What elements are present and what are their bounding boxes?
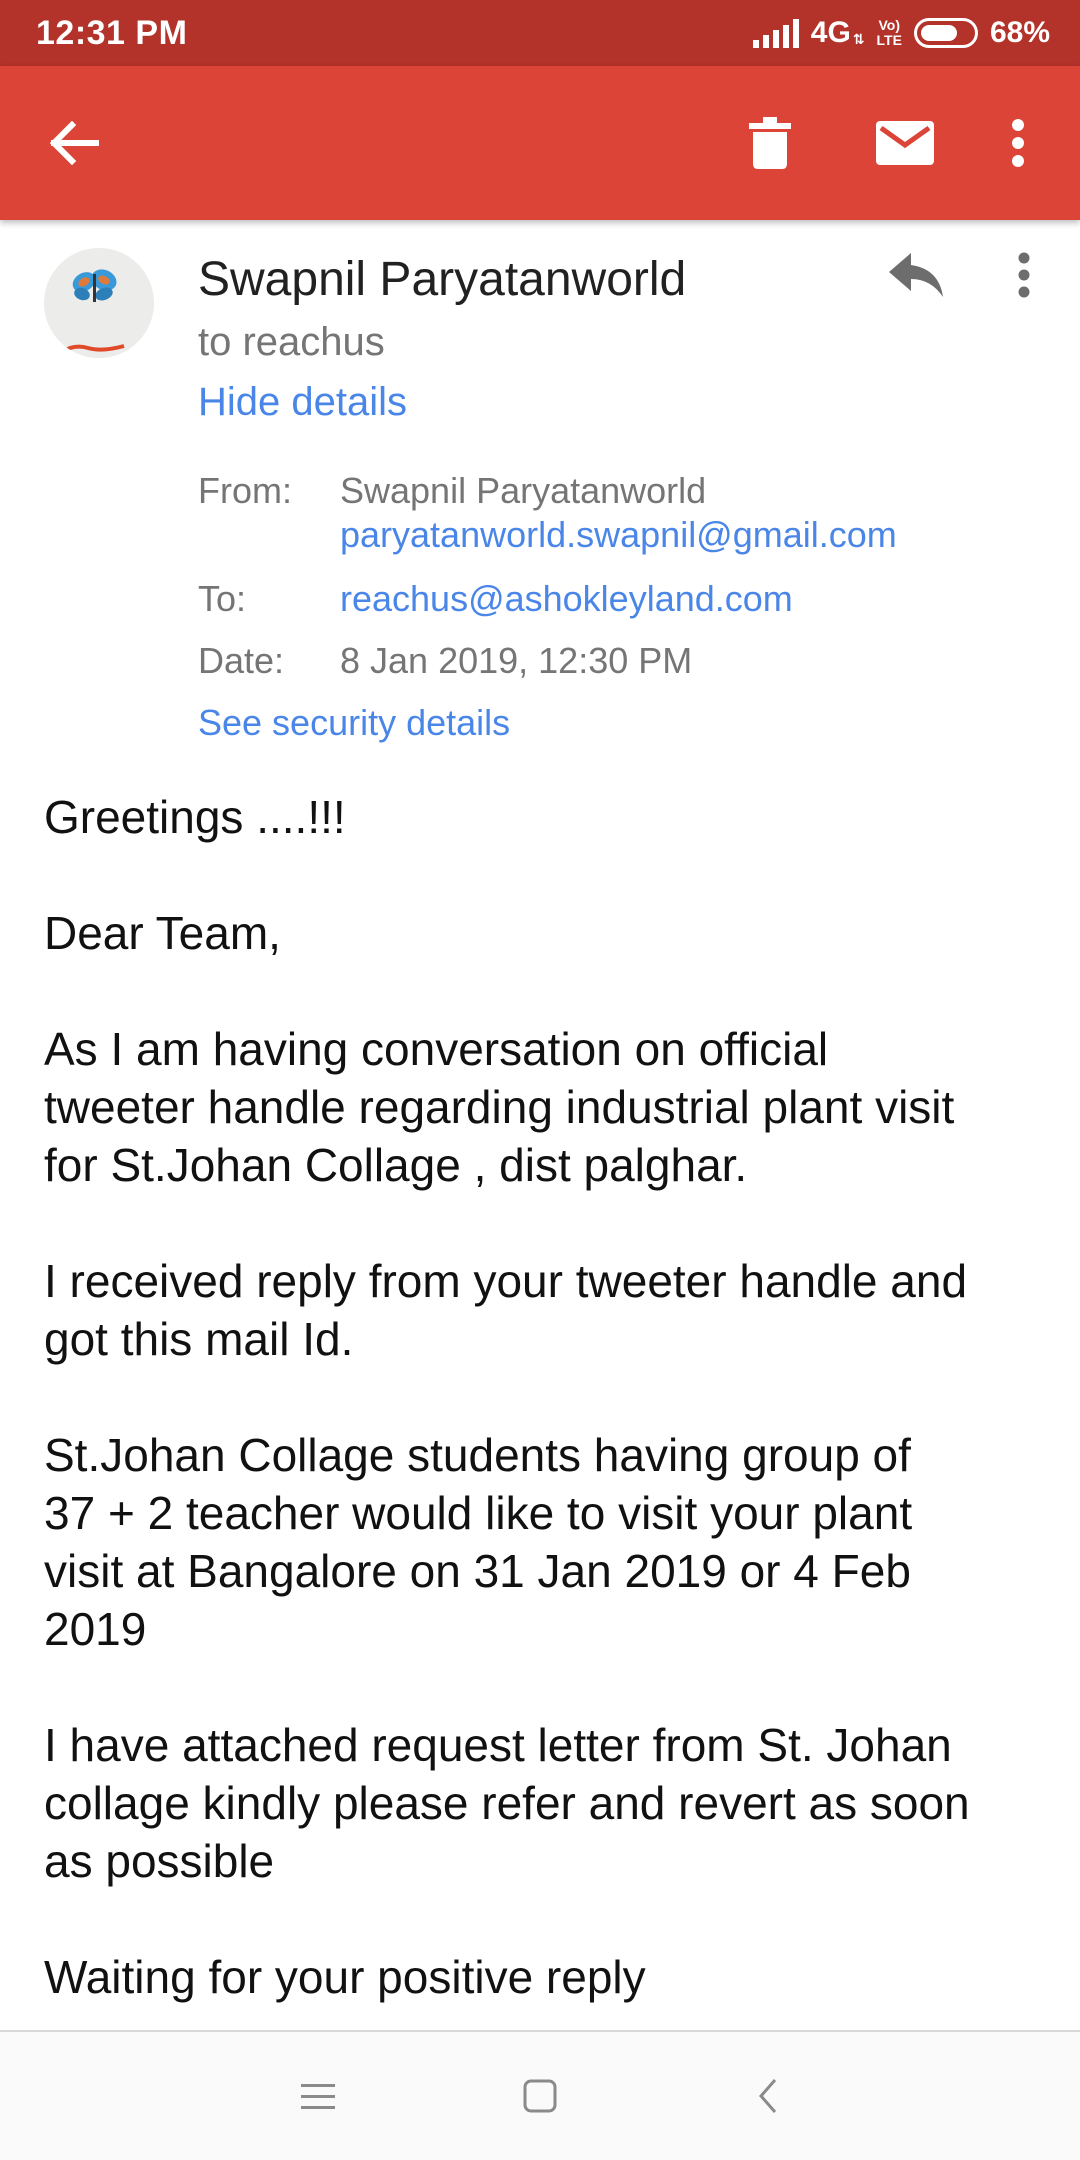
hide-details-link[interactable]: Hide details xyxy=(198,380,408,424)
sender-avatar[interactable] xyxy=(44,248,154,358)
email-body xyxy=(44,788,1054,2064)
security-details-link[interactable]: See security details xyxy=(198,702,511,743)
from-email-link[interactable]: paryatanworld.swapnil@gmail.com xyxy=(340,514,897,555)
chevron-left-icon xyxy=(757,2078,779,2114)
to-label: To: xyxy=(198,578,247,619)
more-vertical-icon xyxy=(1011,119,1025,167)
volte-top-text: Vo) xyxy=(878,17,900,33)
system-nav-bar xyxy=(0,2032,1080,2160)
from-name: Swapnil Paryatanworld xyxy=(340,470,707,511)
data-activity-icon: ⇅ xyxy=(852,31,865,47)
more-vertical-icon xyxy=(1018,252,1030,298)
nav-back-button[interactable] xyxy=(728,2056,808,2136)
butterfly-logo-icon xyxy=(44,248,154,358)
body-paragraph: As I am having conversation on official tweeter handle regarding industrial plant visit for St.Johan Collage , dist palghar. xyxy=(44,1023,955,1191)
body-paragraph: I received reply from your tweeter handle and got this mail Id. xyxy=(44,1255,968,1365)
app-bar xyxy=(0,66,1080,220)
mark-unread-button[interactable] xyxy=(860,66,950,220)
message-overflow-button[interactable] xyxy=(996,240,1052,310)
status-bar xyxy=(0,0,1080,66)
trash-icon xyxy=(749,117,791,169)
signal-icon xyxy=(753,18,799,48)
from-label: From: xyxy=(198,470,292,511)
reply-button[interactable] xyxy=(876,240,956,310)
status-indicators xyxy=(753,12,1050,54)
nav-recents-button[interactable] xyxy=(278,2056,358,2136)
body-paragraph: St.Johan Collage students having group of 37 + 2 teacher would like to visit your plant visit at Bangalore on 31 Jan 2019 or 4 Feb 2019 xyxy=(44,1429,913,1655)
recipient-summary: to reachus xyxy=(198,320,385,364)
body-paragraph: I have attached request letter from St. Johan collage kindly please refer and revert as soon as possible xyxy=(44,1719,970,1887)
volte-bottom-text: LTE xyxy=(876,32,902,48)
body-paragraph: Dear Team, xyxy=(44,907,281,959)
back-button[interactable] xyxy=(30,66,120,220)
battery-level: 68% xyxy=(989,16,1050,49)
body-paragraph: Waiting for your positive reply xyxy=(44,1951,646,2003)
sender-name: Swapnil Paryatanworld xyxy=(198,253,687,306)
status-time: 12:31 PM xyxy=(36,14,188,52)
network-type: 4G xyxy=(810,16,851,49)
date-label: Date: xyxy=(198,640,285,681)
envelope-icon xyxy=(876,121,934,165)
battery-icon xyxy=(914,18,978,48)
delete-button[interactable] xyxy=(730,66,810,220)
overflow-menu-button[interactable] xyxy=(990,66,1046,220)
date-value: 8 Jan 2019, 12:30 PM xyxy=(340,640,693,681)
square-icon xyxy=(523,2079,557,2113)
nav-home-button[interactable] xyxy=(500,2056,580,2136)
to-email-link[interactable]: reachus@ashokleyland.com xyxy=(340,578,793,619)
body-paragraph: Greetings ....!!! xyxy=(44,791,346,843)
volte-icon xyxy=(877,18,902,48)
reply-icon xyxy=(889,253,943,297)
arrow-left-icon xyxy=(50,121,100,165)
menu-lines-icon xyxy=(301,2082,335,2110)
